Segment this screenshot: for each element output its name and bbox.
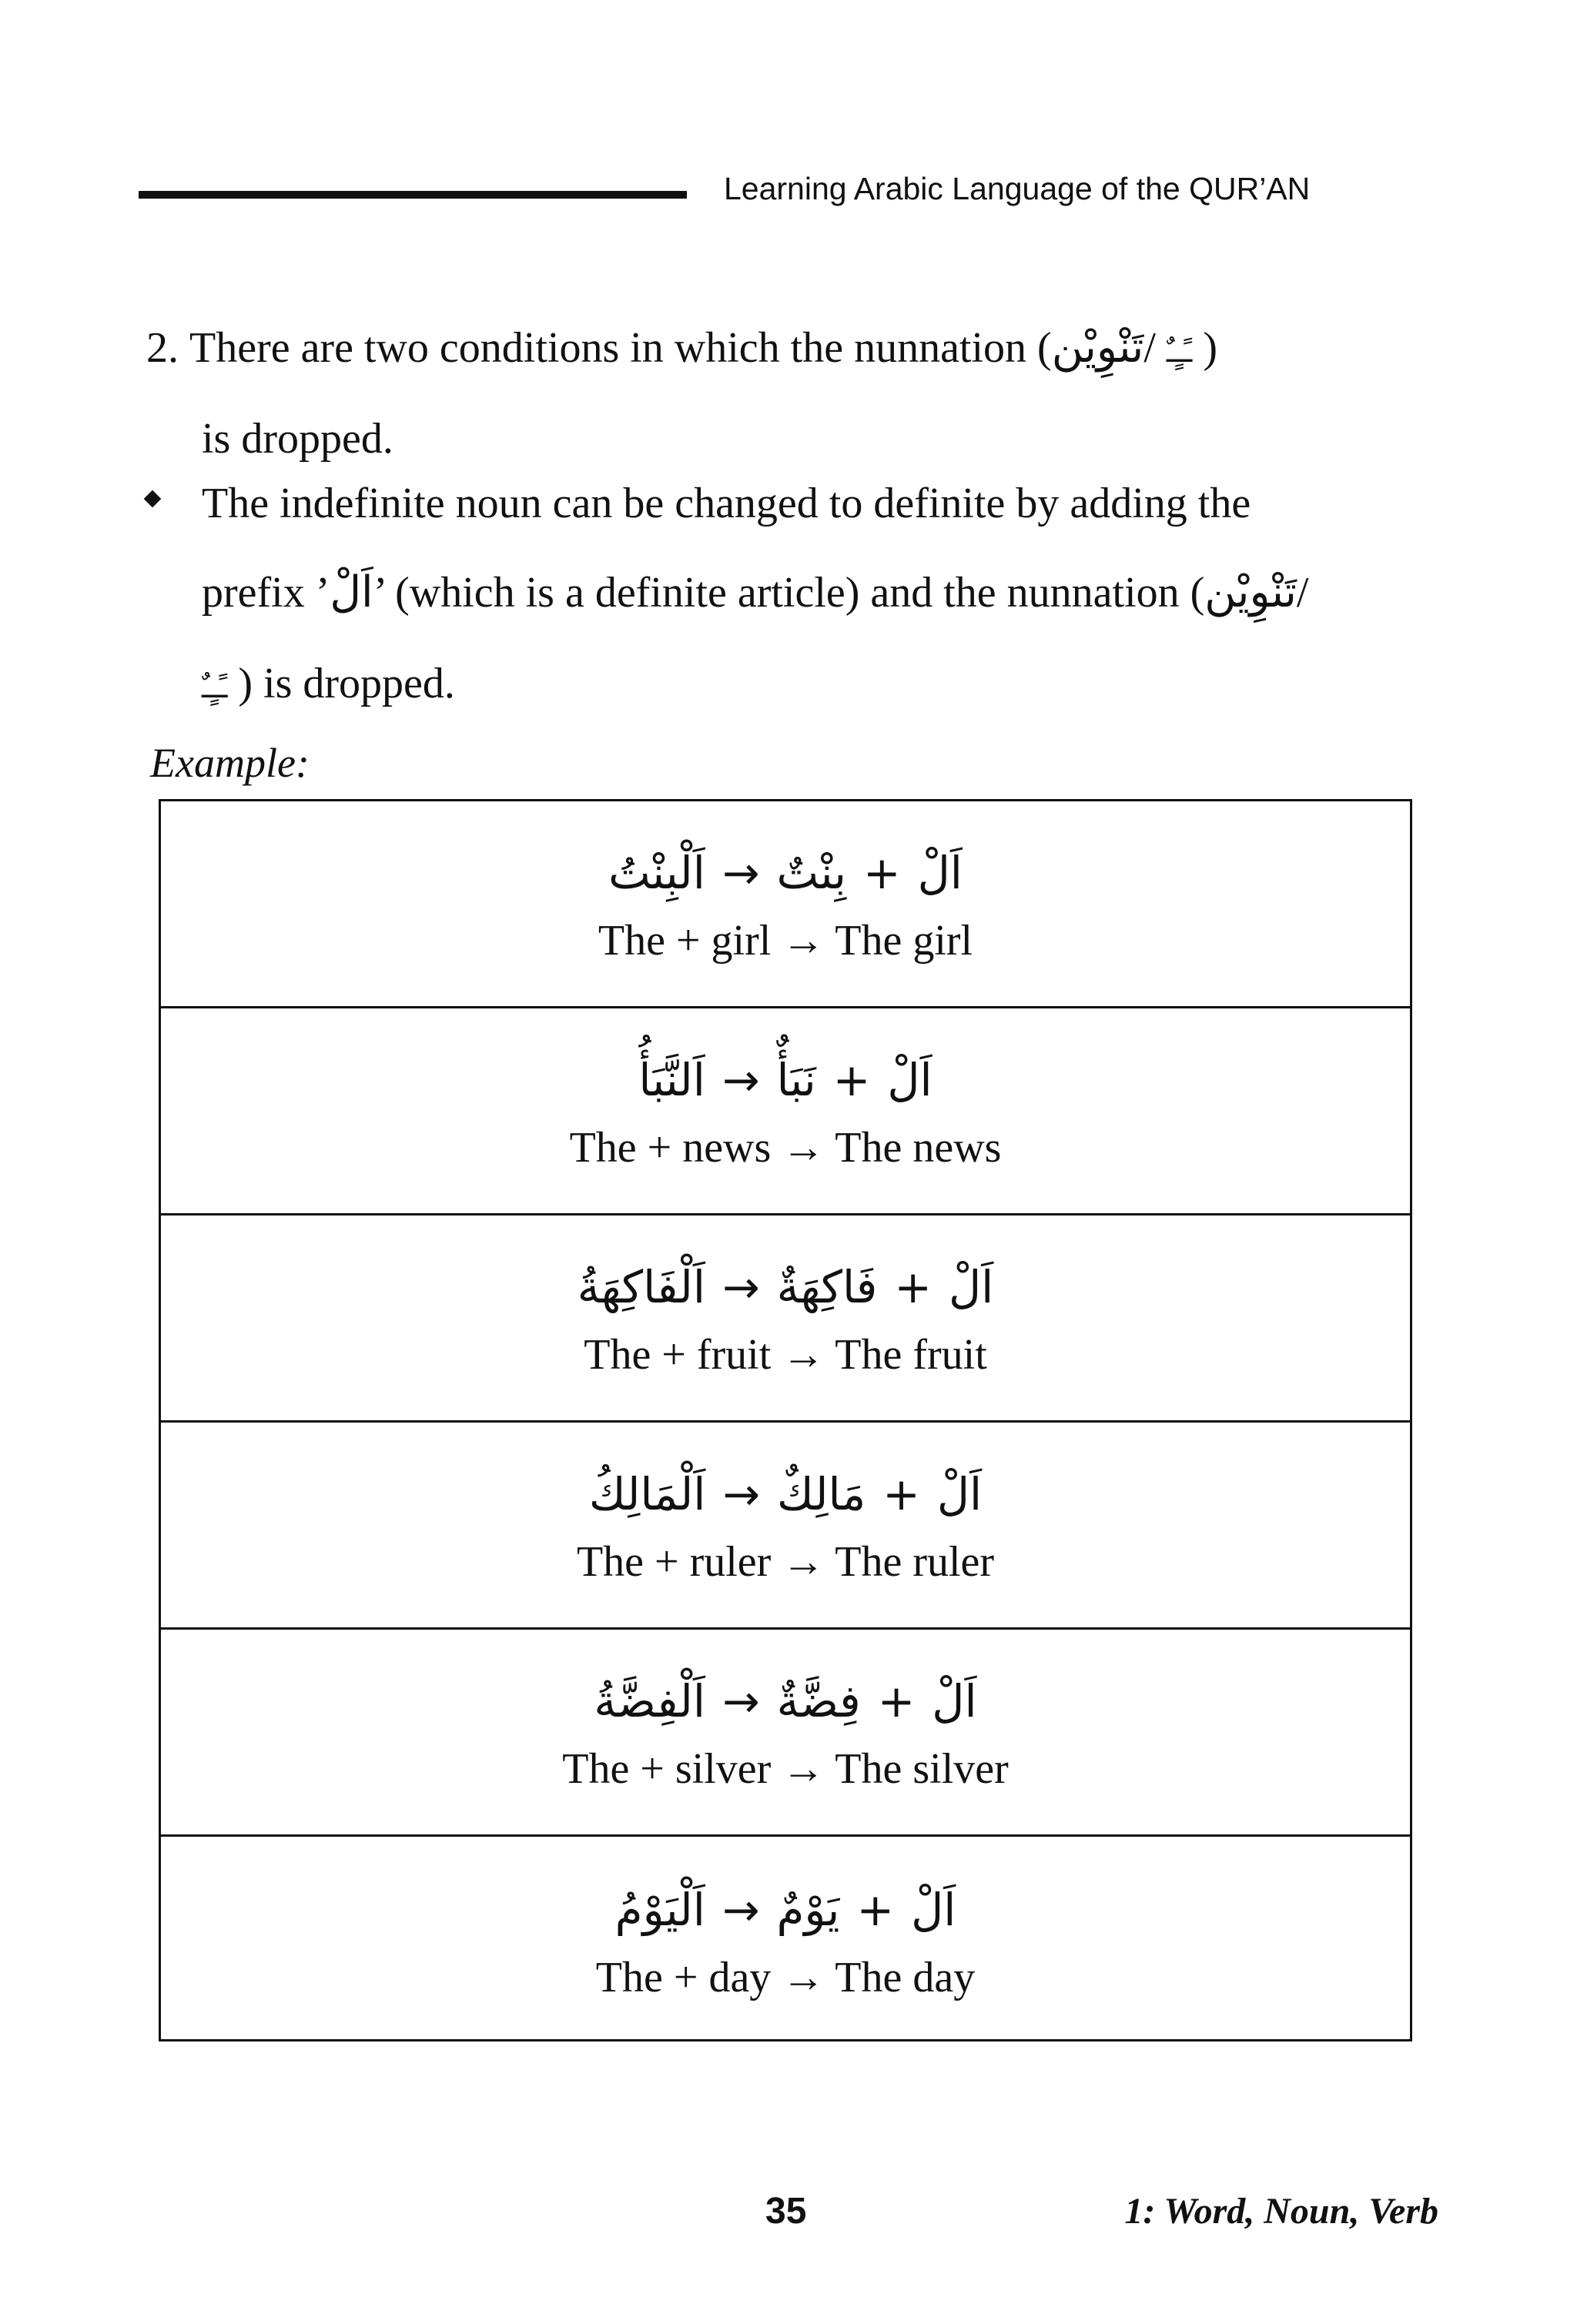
prefix-arabic: اَلْ [887, 1054, 932, 1106]
english-translation: The + silver → The silver [562, 1745, 1009, 1793]
plus-sign: + [856, 1883, 895, 1936]
example-row [161, 1837, 1410, 2044]
arrow-icon: → [722, 1675, 760, 1727]
indefinite-noun: مَالِكٌ [776, 1468, 866, 1520]
page-number: 35 [765, 2191, 807, 2232]
definite-noun: اَلْفِضَّةُ [594, 1675, 705, 1727]
bullet-line-2-end: ’ (which is a definite article) and the nunnation ( [373, 569, 1205, 617]
arabic-equation [589, 1457, 982, 1531]
example-row [161, 1216, 1410, 1423]
bullet-line-1: The indefinite noun can be changed to definite by adding the [202, 480, 1251, 527]
definite-noun: اَلْفَاكِهَةُ [577, 1261, 705, 1313]
indefinite-noun: يَوْمٌ [776, 1883, 840, 1936]
english-translation: The + girl → The girl [598, 917, 973, 965]
example-row [161, 801, 1410, 1008]
arabic-equation [594, 1664, 976, 1738]
prefix-arabic: اَلْ [330, 567, 373, 617]
arrow-icon: → [722, 847, 760, 899]
arrow-icon: → [722, 1883, 760, 1936]
prefix-arabic: اَلْ [917, 847, 963, 899]
example-label: Example: [150, 740, 310, 786]
close-paren: ) [1192, 324, 1217, 372]
prefix-arabic: اَلْ [932, 1675, 977, 1727]
plus-sign: + [863, 847, 901, 899]
english-translation: The + fruit → The fruit [584, 1331, 987, 1379]
point-2-line-1 [146, 323, 1217, 376]
arrow-icon: → [722, 1261, 760, 1313]
definite-noun: اَلْبِنْتُ [608, 847, 705, 899]
prefix-arabic: اَلْ [936, 1468, 983, 1520]
prefix-arabic: اَلْ [949, 1261, 994, 1313]
bullet-line-2-start: prefix ’ [202, 569, 330, 617]
tanween-word: تَنْوِيْن [1051, 323, 1144, 373]
point-2-text: There are two conditions in which the nunnation ( [189, 324, 1052, 372]
prefix-arabic: اَلْ [911, 1883, 956, 1936]
slash: / [1143, 324, 1156, 372]
point-2-line-2: is dropped. [202, 415, 393, 463]
english-translation: The + day → The day [595, 1953, 976, 2001]
header-rule [139, 191, 687, 199]
arabic-equation [638, 1043, 932, 1117]
definite-noun: اَلْمَالِكُ [588, 1468, 706, 1520]
example-row [161, 1630, 1410, 1837]
plus-sign: + [894, 1261, 932, 1313]
plus-sign: + [832, 1054, 871, 1106]
bullet-line-3 [202, 659, 455, 712]
tanween-marks: ـًـٍـٌ [1166, 335, 1193, 369]
definite-noun: اَلنَّبَأُ [638, 1054, 705, 1106]
english-translation: The + ruler → The ruler [576, 1538, 995, 1586]
arrow-icon: → [722, 1054, 760, 1106]
slash: / [1296, 569, 1309, 617]
arabic-equation [608, 836, 963, 910]
chapter-label: 1: Word, Noun, Verb [1124, 2191, 1438, 2232]
example-row [161, 1008, 1410, 1216]
bullet-line-3-text: ) is dropped. [227, 660, 455, 707]
running-header: Learning Arabic Language of the QUR’AN [724, 171, 1311, 206]
plus-sign: + [882, 1468, 920, 1520]
point-number: 2. [146, 324, 179, 372]
arabic-equation [578, 1250, 994, 1324]
tanween-word: تَنْوِيْن [1204, 567, 1297, 617]
indefinite-noun: بِنْتٌ [776, 847, 847, 899]
arrow-icon: → [722, 1468, 760, 1520]
arabic-equation [615, 1873, 956, 1947]
definite-noun: اَلْيَوْمُ [614, 1883, 705, 1936]
tanween-marks: ـًـٍـٌ [202, 670, 228, 705]
bullet-line-2 [202, 568, 1308, 617]
indefinite-noun: فِضَّةٌ [776, 1675, 861, 1727]
bullet-diamond-icon [144, 490, 162, 508]
indefinite-noun: نَبَأٌ [776, 1054, 816, 1106]
plus-sign: + [877, 1675, 916, 1727]
english-translation: The + news → The news [569, 1124, 1002, 1172]
example-table [159, 799, 1412, 2041]
indefinite-noun: فَاكِهَةٌ [776, 1261, 878, 1313]
example-row [161, 1423, 1410, 1630]
